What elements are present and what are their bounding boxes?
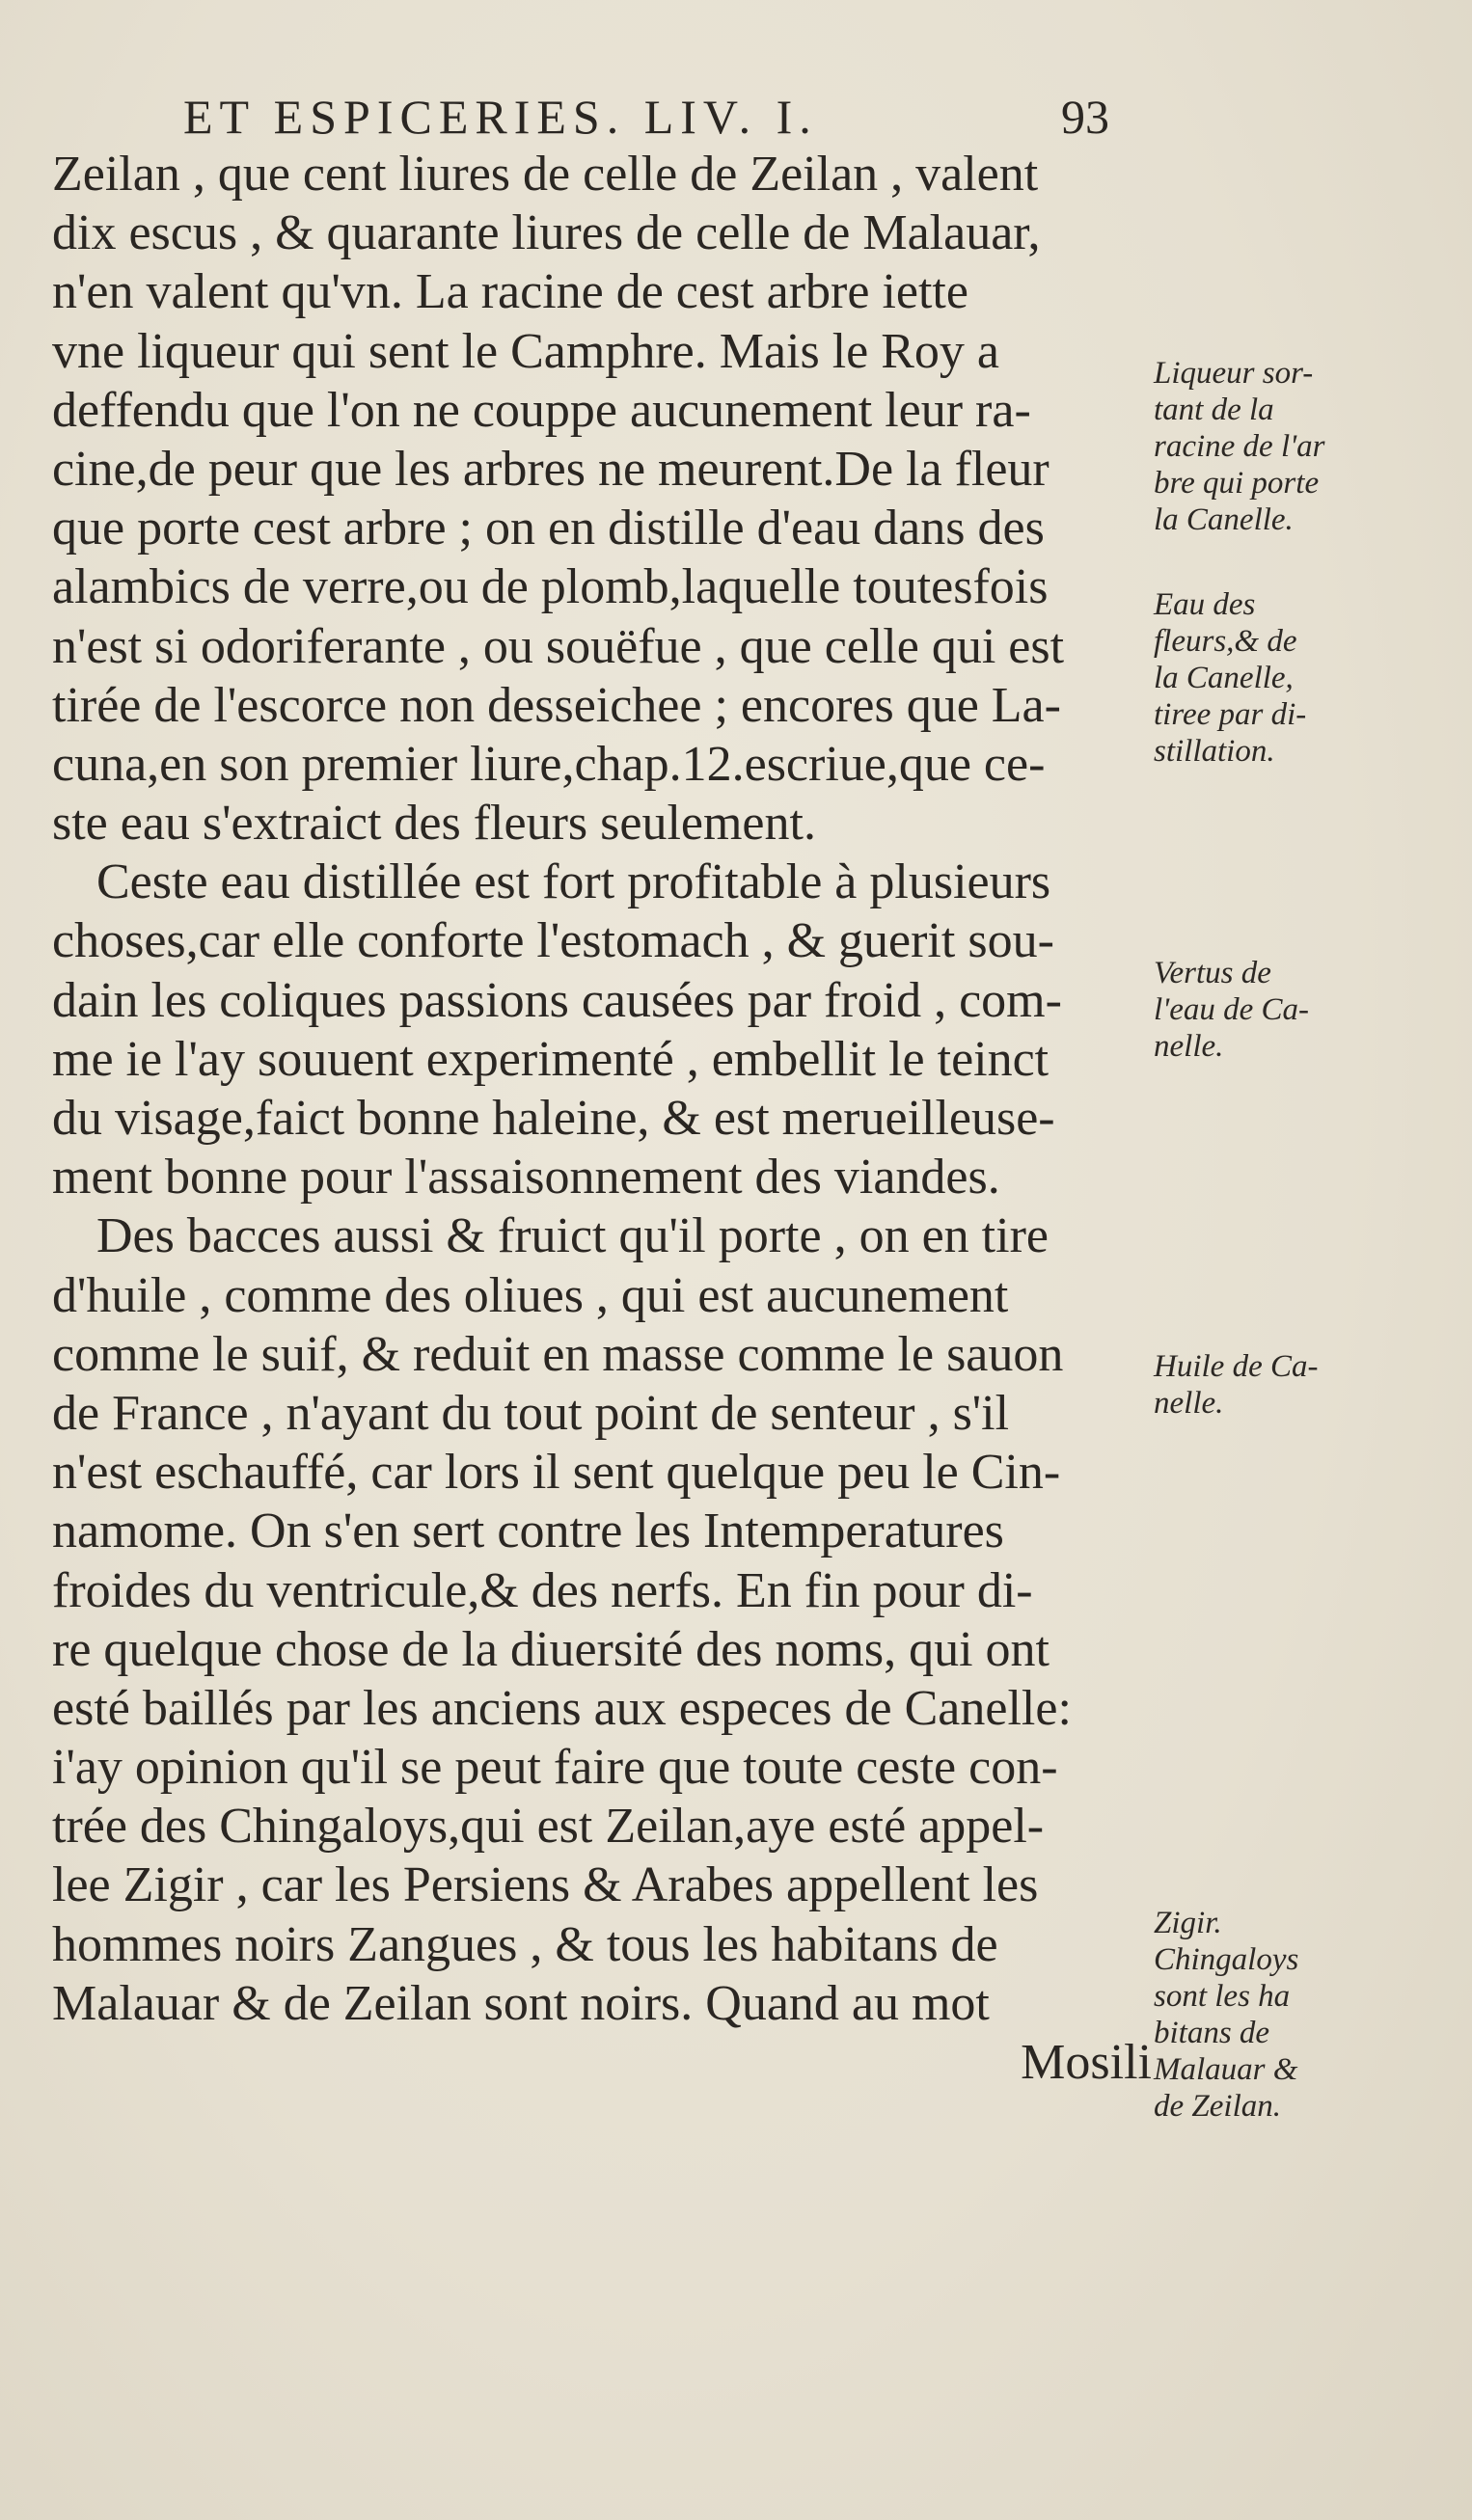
margin-note: Vertus de l'eau de Ca- nelle. xyxy=(1154,956,1310,1064)
margin-note: Liqueur sor- tant de la racine de l'ar bre qui porte la Canelle. xyxy=(1154,356,1325,537)
text-line: dix escus , & quarante liures de celle de Malauar, xyxy=(52,205,1041,261)
text-line: Zeilan , que cent liures de celle de Zeilan , valent xyxy=(52,147,1039,202)
text-line: dain les coliques passions causées par froid , com- xyxy=(52,972,1062,1028)
text-line: n'est eschauffé, car lors il sent quelque peu le Cin- xyxy=(52,1445,1061,1501)
catchword: Mosili xyxy=(1021,2035,1152,2090)
text-line: namome. On s'en sert contre les Intemperatures xyxy=(52,1504,1004,1559)
main-text xyxy=(52,145,1152,2092)
running-title: ET ESPICERIES. LIV. I. xyxy=(183,90,818,144)
text-line: Ceste eau distillée est fort profitable à plusieurs xyxy=(96,854,1051,910)
text-line: vne liqueur qui sent le Camphre. Mais le Roy a xyxy=(52,323,1000,379)
margin-note: Zigir. Chingaloys sont les ha bitans de Malauar & de Zeilan. xyxy=(1154,1906,1299,2124)
page-header xyxy=(183,89,1148,147)
text-line: n'en valent qu'vn. La racine de cest arbre iette xyxy=(52,264,968,320)
text-line: alambics de verre,ou de plomb,laquelle toutesfois xyxy=(52,559,1049,615)
margin-note: Eau des fleurs,& de la Canelle, tiree par di- stillation. xyxy=(1154,587,1307,769)
margin-note: Huile de Ca- nelle. xyxy=(1154,1349,1319,1421)
text-line: lee Zigir , car les Persiens & Arabes appellent les xyxy=(52,1857,1039,1913)
text-line: Malauar & de Zeilan sont noirs. Quand au mot xyxy=(52,1975,990,2031)
text-line: re quelque chose de la diuersité des noms, qui ont xyxy=(52,1621,1049,1677)
text-line: me ie l'ay souuent experimenté , embellit le teinct xyxy=(52,1031,1049,1087)
text-line: n'est si odoriferante , ou souëfue , que celle qui est xyxy=(52,618,1065,674)
text-line: ste eau s'extraict des fleurs seulement. xyxy=(52,796,816,852)
text-line: d'huile , comme des oliues , qui est aucunement xyxy=(52,1267,1009,1323)
text-line: Des bacces aussi & fruict qu'il porte , on en tire xyxy=(96,1208,1049,1264)
text-line: froides du ventricule,& des nerfs. En fin pour di- xyxy=(52,1562,1033,1618)
text-line: trée des Chingaloys,qui est Zeilan,aye esté appel- xyxy=(52,1799,1045,1855)
text-line: cuna,en son premier liure,chap.12.escriue,que ce- xyxy=(52,736,1046,792)
text-line: comme le suif, & reduit en masse comme le sauon xyxy=(52,1326,1064,1382)
text-line: esté baillés par les anciens aux especes de Canelle: xyxy=(52,1680,1072,1736)
page-number: 93 xyxy=(1061,90,1109,144)
text-line: tirée de l'escorce non desseichee ; encores que La- xyxy=(52,677,1061,733)
text-line: du visage,faict bonne haleine, & est merueilleuse- xyxy=(52,1091,1055,1146)
text-line: ment bonne pour l'assaisonnement des viandes. xyxy=(52,1150,1000,1206)
text-line: deffendu que l'on ne couppe aucunement leur ra- xyxy=(52,382,1031,438)
text-line: cine,de peur que les arbres ne meurent.De la fleur xyxy=(52,441,1049,497)
text-line: hommes noirs Zangues , & tous les habitans de xyxy=(52,1916,998,1972)
text-line: que porte cest arbre ; on en distille d'eau dans des xyxy=(52,501,1045,556)
text-line: i'ay opinion qu'il se peut faire que toute ceste con- xyxy=(52,1740,1058,1796)
text-line: de France , n'ayant du tout point de senteur , s'il xyxy=(52,1385,1010,1441)
text-line: choses,car elle conforte l'estomach , & guerit sou- xyxy=(52,913,1054,969)
